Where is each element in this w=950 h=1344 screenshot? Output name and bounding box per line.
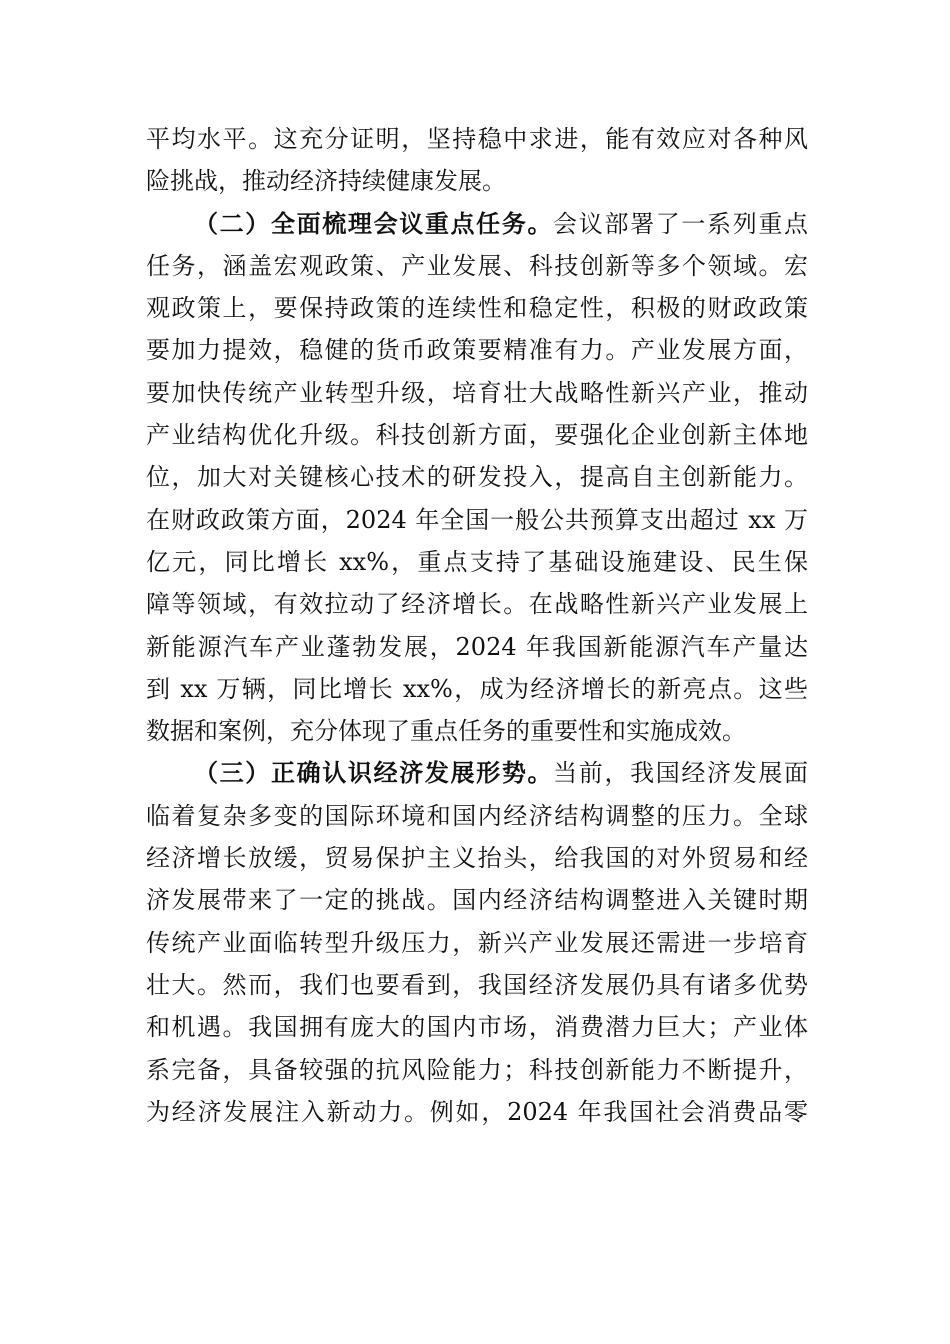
paragraph-line: 临着复杂多变的国际环境和国内经济结构调整的压力。全球 (146, 801, 808, 830)
paragraph-line: 障等领域，有效拉动了经济增长。在战略性新兴产业发展上 (146, 590, 808, 619)
paragraph-line: 产业结构优化升级。科技创新方面，要强化企业创新主体地 (146, 421, 808, 450)
paragraph-line: 位，加大对关键核心技术的研发投入，提高自主创新能力。 (146, 463, 808, 492)
section-heading: （二）全面梳理会议重点任务。 (194, 208, 554, 238)
paragraph-line: 任务，涵盖宏观政策、产业发展、科技创新等多个领域。宏 (146, 251, 808, 280)
paragraph-line: 新能源汽车产业蓬勃发展，2024 年我国新能源汽车产量达 (146, 632, 808, 661)
paragraph-line: 观政策上，要保持政策的连续性和稳定性，积极的财政政策 (146, 294, 808, 323)
paragraph-text: 会议部署了一系列重点 (553, 209, 809, 238)
paragraph-line: 传统产业面临转型升级压力，新兴产业发展还需进一步培育 (146, 928, 808, 957)
paragraph-line: 和机遇。我国拥有庞大的国内市场，消费潜力巨大；产业体 (146, 1013, 808, 1042)
section-heading-line (146, 203, 808, 245)
paragraph-line: 平均水平。这充分证明，坚持稳中求进，能有效应对各种风 (146, 125, 808, 153)
paragraph-line: 为经济发展注入新动力。例如，2024 年我国社会消费品零 (146, 1097, 808, 1126)
paragraph-line: 壮大。然而，我们也要看到，我国经济发展仍具有诸多优势 (146, 970, 808, 999)
paragraph-line: 经济增长放缓，贸易保护主义抬头，给我国的对外贸易和经 (146, 844, 808, 873)
paragraph-line: 要加力提效，稳健的货币政策要精准有力。产业发展方面， (146, 336, 808, 365)
paragraph-line: 亿元，同比增长 xx%，重点支持了基础设施建设、民生保 (146, 547, 808, 576)
paragraph-line: 险挑战，推动经济持续健康发展。 (146, 167, 506, 196)
document-body (146, 118, 808, 1133)
section-heading-line (146, 752, 808, 794)
paragraph-line: 在财政政策方面，2024 年全国一般公共预算支出超过 xx 万 (146, 505, 808, 534)
paragraph-line: 到 xx 万辆，同比增长 xx%，成为经济增长的新亮点。这些 (146, 674, 808, 703)
paragraph-line: 数据和案例，充分体现了重点任务的重要性和实施成效。 (146, 717, 746, 746)
paragraph-line: 要加快传统产业转型升级，培育壮大战略性新兴产业，推动 (146, 378, 808, 407)
section-heading: （三）正确认识经济发展形势。 (194, 758, 554, 788)
paragraph-line: 系完备，具备较强的抗风险能力；科技创新能力不断提升， (146, 1055, 808, 1084)
paragraph-line: 济发展带来了一定的挑战。国内经济结构调整进入关键时期 (146, 886, 808, 915)
paragraph-text: 当前，我国经济发展面 (553, 759, 809, 788)
